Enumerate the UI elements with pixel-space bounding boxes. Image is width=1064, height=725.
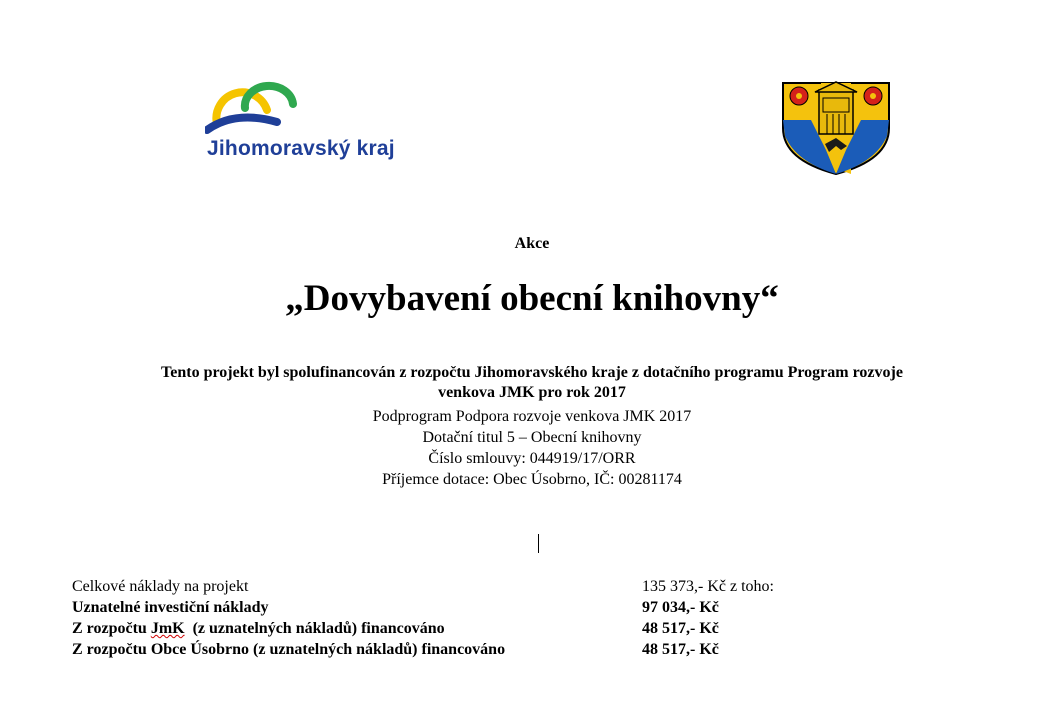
costs-table: [72, 578, 832, 662]
cost-label: Celkové náklady na projekt: [72, 578, 249, 595]
cost-value: 48 517,- Kč: [642, 620, 719, 637]
cost-value: 97 034,- Kč: [642, 599, 719, 616]
description-line: Tento projekt byl spolufinancován z rozpočtu Jihomoravského kraje z dotačního programu Program rozvoje: [161, 364, 903, 381]
cost-row-jmk: [72, 620, 832, 641]
info-subprogram: Podprogram Podpora rozvoje venkova JMK 2017: [372, 408, 692, 425]
cost-label: Uznatelné investiční náklady: [72, 599, 269, 616]
spellcheck-word: JmK: [150, 620, 185, 637]
cost-value: 48 517,- Kč: [642, 641, 719, 658]
cost-row-eligible: [72, 599, 832, 620]
cost-label: Z rozpočtu Obce Úsobrno (z uznatelných nákladů) financováno: [72, 641, 506, 658]
jihomoravsky-kraj-logo: [205, 80, 430, 165]
jihomoravsky-kraj-logo-icon: [205, 80, 305, 140]
cost-label: Z rozpočtu JmK (z uznatelných nákladů) financováno: [72, 620, 445, 637]
description-line: venkova JMK pro rok 2017: [438, 384, 626, 401]
logo-text: Jihomoravský kraj: [207, 137, 395, 160]
project-title: „Dovybavení obecní knihovny“: [285, 278, 779, 319]
coat-of-arms-usobrno-icon: [781, 80, 891, 175]
info-title: Dotační titul 5 – Obecní knihovny: [422, 429, 642, 446]
text-cursor[interactable]: [538, 534, 539, 553]
info-recipient: Příjemce dotace: Obec Úsobrno, IČ: 00281174: [382, 471, 682, 488]
cost-row-total: [72, 578, 832, 599]
cost-row-obec: [72, 641, 832, 662]
project-info: [0, 406, 1064, 490]
akce-label: Akce: [514, 235, 550, 252]
info-contract-number: Číslo smlouvy: 044919/17/ORR: [428, 450, 636, 467]
cost-value: 135 373,- Kč z toho:: [642, 578, 774, 595]
funding-description: [0, 363, 1064, 403]
